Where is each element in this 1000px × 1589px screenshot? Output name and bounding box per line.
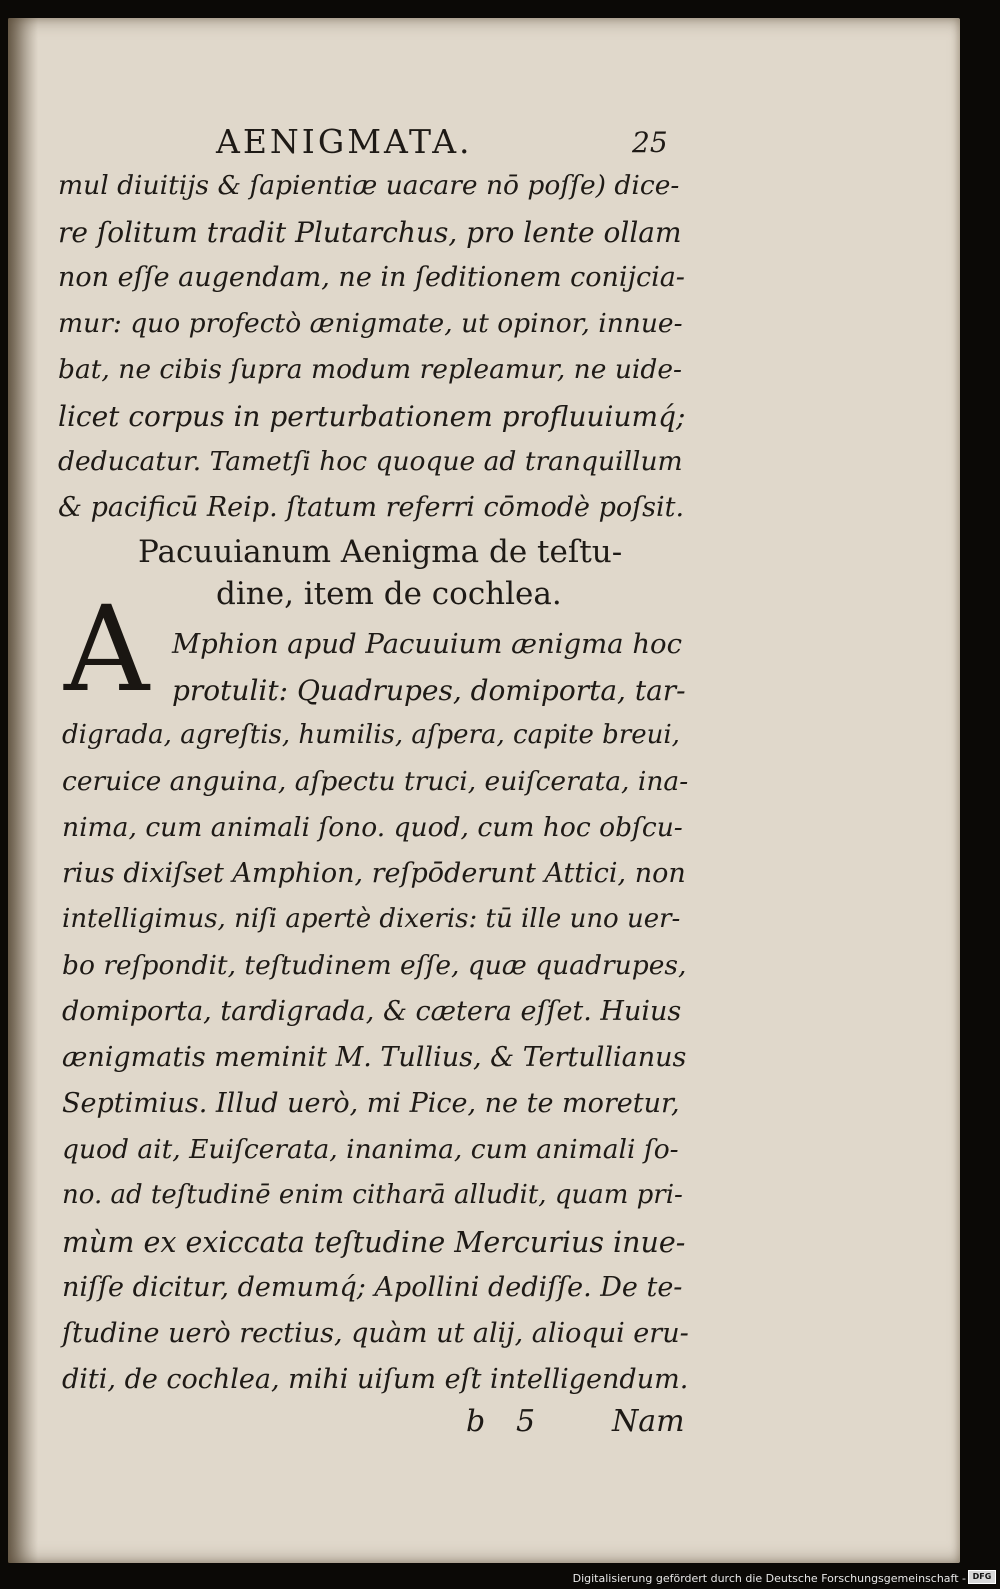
text-line: bo reſpondit, teſtudinem eſſe, quæ quadrupes, [62, 950, 687, 981]
signature-mark: b [466, 1404, 486, 1439]
text-line: rius dixiſset Amphion, reſpōderunt Attici, non [62, 858, 686, 889]
text-line: licet corpus in perturbationem profluuiumq́; [58, 400, 686, 433]
text-line: ceruice anguina, aſpectu truci, euiſcerata, ina- [62, 766, 689, 797]
catchword: Nam [612, 1404, 685, 1439]
section-heading-line: Pacuuianum Aenigma de teſtu- [138, 534, 623, 570]
text-line: niſſe dicitur, demumq́; Apollini dediſſe. De te- [62, 1272, 683, 1303]
signature-number: 5 [516, 1404, 536, 1439]
text-line: mùm ex exiccata teſtudine Mercurius inue- [62, 1226, 686, 1259]
text-line: mur: quo profectò ænigmate, ut opinor, innue- [58, 308, 683, 339]
text-line: domiporta, tardigrada, & cætera eſſet. Huius [62, 996, 682, 1027]
page-gutter-shadow [8, 18, 38, 1563]
text-line: mul diuitijs & ſapientiæ uacare nō poſſe) dice- [58, 170, 680, 201]
text-line: nima, cum animali ſono. quod, cum hoc obſcu- [62, 812, 683, 843]
text-line: intelligimus, niſi apertè dixeris: tū ille uno uer- [62, 904, 681, 934]
dfg-logo: DFG [968, 1570, 996, 1584]
text-line: ſtudine uerò rectius, quàm ut alij, alioqui eru- [62, 1318, 689, 1349]
text-line: bat, ne cibis ſupra modum repleamur, ne uide- [58, 354, 682, 385]
section-heading-line: dine, item de cochlea. [216, 576, 562, 612]
text-line: ænigmatis meminit M. Tullius, & Tertullianus [62, 1042, 687, 1073]
text-line: Septimius. Illud uerò, mi Pice, ne te moretur, [62, 1088, 680, 1119]
text-line: re ſolitum tradit Plutarchus, pro lente ollam [58, 216, 682, 249]
text-line: digrada, agreſtis, humilis, aſpera, capite breui, [62, 720, 680, 750]
text-line: & pacificū Reip. ſtatum referri cōmodè poſsit. [58, 492, 685, 523]
digitization-credit: Digitalisierung gefördert durch die Deutsche Forschungsgemeinschaft - [572, 1572, 966, 1585]
running-title: AENIGMATA. [216, 122, 473, 161]
text-line: deducatur. Tametſi hoc quoque ad tranquillum [58, 446, 683, 477]
page-number: 25 [632, 126, 668, 159]
text-line: no. ad teſtudinē enim citharā alludit, quam pri- [62, 1180, 683, 1210]
text-line: quod ait, Euiſcerata, inanima, cum animali ſo- [62, 1134, 679, 1165]
text-line: Mphion apud Pacuuium ænigma hoc [172, 628, 682, 660]
drop-cap: A [64, 580, 150, 718]
text-line: non eſſe augendam, ne in ſeditionem conijcia- [58, 262, 685, 293]
text-line: diti, de cochlea, mihi uiſum eſt intelligendum. [62, 1364, 689, 1395]
text-line: protulit: Quadrupes, domiporta, tar- [172, 674, 686, 707]
